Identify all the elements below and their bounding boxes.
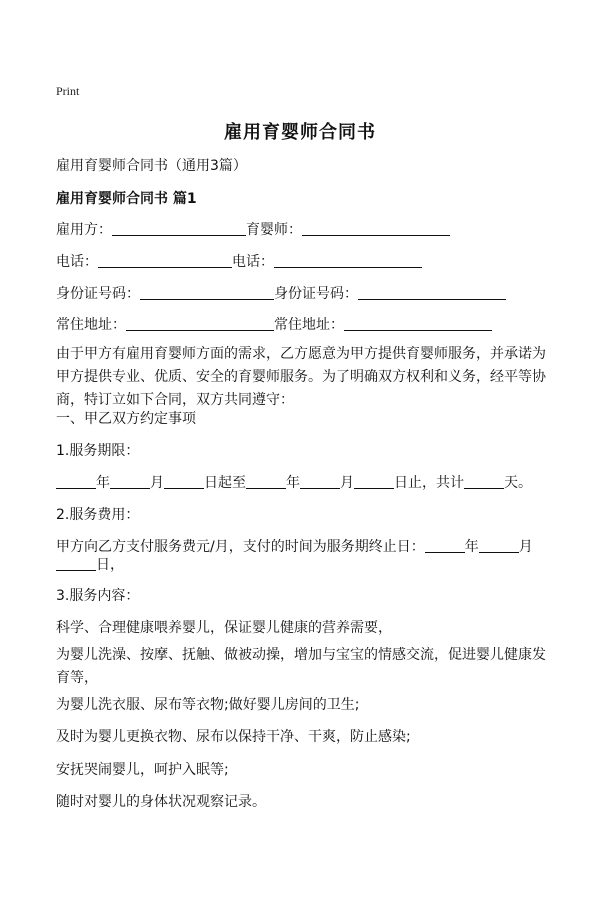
nanny-phone-label: 电话：: [232, 254, 274, 270]
service-period-heading: 1.服务期限：: [56, 443, 140, 459]
party-names-row: [56, 219, 450, 239]
end-year-label: 年: [286, 475, 300, 491]
employer-phone-blank: [98, 253, 232, 268]
fee-day-blank: [56, 556, 96, 571]
section-heading: 雇用育婴师合同书 篇1: [56, 191, 197, 207]
fee-year-blank: [425, 538, 465, 553]
end-month-label: 月: [340, 475, 354, 491]
end-day-label: 日止，共计: [394, 475, 464, 491]
employer-phone-label: 电话：: [56, 254, 98, 270]
service-content-heading: 3.服务内容：: [56, 588, 140, 604]
end-year-blank: [246, 474, 286, 489]
start-month-blank: [110, 474, 150, 489]
document-title: 雇用育婴师合同书: [224, 122, 376, 143]
employer-blank: [112, 221, 246, 236]
clause-1-heading: 一、甲乙双方约定事项: [56, 411, 196, 427]
total-days-label: 天。: [504, 475, 532, 491]
nanny-id-blank: [358, 285, 506, 300]
content-item-2: 为婴儿洗澡、按摩、抚触、做被动操，增加与宝宝的情感交流，促进婴儿健康发育等，: [56, 647, 546, 686]
id-row: [56, 283, 506, 303]
content-item-3: 为婴儿洗衣服、尿布等衣物;做好婴儿房间的卫生;: [56, 697, 360, 713]
service-fee-text: 甲方向乙方支付服务费元/月，支付的时间为服务期终止日：: [56, 539, 425, 555]
fee-year-label: 年: [464, 539, 479, 555]
content-item-6: 随时对婴儿的身体状况观察记录。: [56, 794, 266, 810]
service-period-dates: [56, 472, 532, 492]
employer-address-blank: [126, 316, 274, 331]
print-link[interactable]: Print: [56, 84, 80, 98]
end-month-blank: [300, 474, 340, 489]
nanny-id-label: 身份证号码：: [274, 286, 358, 302]
phone-row: [56, 251, 422, 271]
content-item-4: 及时为婴儿更换衣物、尿布以保持干净、干爽，防止感染;: [56, 729, 411, 745]
service-fee-line-1: [56, 536, 533, 556]
intro-paragraph: 由于甲方有雇用育婴师方面的需求，乙方愿意为甲方提供育婴师服务，并承诺为甲方提供专业、优质、安全的育婴师服务。为了明确双方权利和义务，经平等协商，特订立如下合同，双方共同遵守：: [56, 346, 546, 408]
employer-id-label: 身份证号码：: [56, 286, 140, 302]
content-item-1: 科学、合理健康喂养婴儿，保证婴儿健康的营养需要，: [56, 620, 392, 636]
start-day-label: 日起至: [204, 475, 246, 491]
employer-address-label: 常住地址：: [56, 317, 126, 333]
start-year-blank: [56, 474, 96, 489]
employer-id-blank: [140, 285, 274, 300]
content-item-5: 安抚哭闹婴儿，呵护入眠等;: [56, 762, 229, 778]
fee-day-label: 日，: [96, 557, 124, 573]
service-fee-line-2: [56, 554, 124, 574]
start-month-label: 月: [150, 475, 164, 491]
service-fee-heading: 2.服务费用：: [56, 507, 140, 523]
fee-month-label: 月: [518, 539, 533, 555]
end-day-blank: [354, 474, 394, 489]
nanny-blank: [302, 221, 450, 236]
address-row: [56, 314, 492, 334]
nanny-address-label: 常住地址：: [274, 317, 344, 333]
nanny-phone-blank: [274, 253, 422, 268]
nanny-label: 育婴师：: [246, 222, 302, 238]
employer-label: 雇用方：: [56, 222, 112, 238]
nanny-address-blank: [344, 316, 492, 331]
start-day-blank: [164, 474, 204, 489]
total-days-blank: [464, 474, 504, 489]
start-year-label: 年: [96, 475, 110, 491]
document-subtitle: 雇用育婴师合同书（通用3篇）: [56, 158, 247, 174]
fee-month-blank: [479, 538, 519, 553]
